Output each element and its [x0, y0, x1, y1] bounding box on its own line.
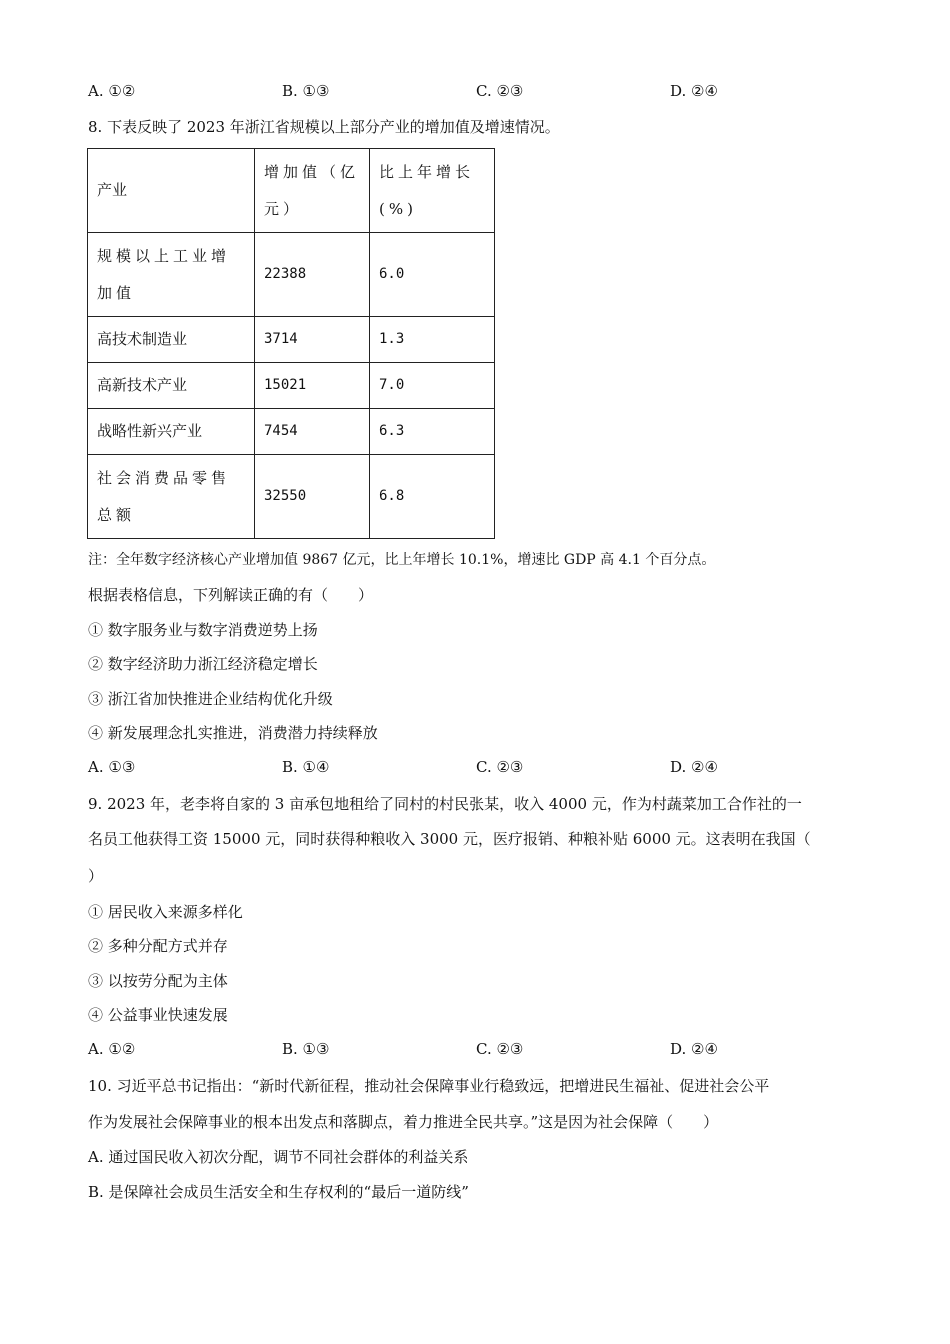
q8-options — [88, 757, 868, 777]
q8-option-c: C. ②③ — [476, 758, 524, 776]
q9-item-1: ① 居民收入来源多样化 — [88, 903, 243, 921]
q8-note: 注：全年数字经济核心产业增加值 9867 亿元，比上年增长 10.1%，增速比 GDP 高 4.1 个百分点。 — [88, 552, 716, 568]
q8-question: 根据表格信息，下列解读正确的有（ ） — [88, 586, 374, 604]
q9-stem-line-1: 9. 2023 年，老李将自家的 3 亩承包地租给了同村的村民张某，收入 4000 元，作为村蔬菜加工合作社的一 — [88, 795, 802, 813]
table-cell-growth: 1.3 — [370, 317, 495, 363]
q9-item-3: ③ 以按劳分配为主体 — [88, 972, 228, 990]
q7-options — [88, 81, 868, 101]
table-cell-industry: 战略性新兴产业 — [88, 409, 255, 455]
table-row — [88, 409, 495, 455]
q7-option-d: D. ②④ — [670, 82, 718, 100]
q9-options — [88, 1039, 868, 1059]
q9-stem-line-2: 名员工他获得工资 15000 元，同时获得种粮收入 3000 元，医疗报销、种粮补贴 6000 元。这表明在我国（ — [88, 830, 811, 848]
table-cell-industry: 高技术制造业 — [88, 317, 255, 363]
q8-item-1: ① 数字服务业与数字消费逆势上扬 — [88, 621, 318, 639]
q9-option-a: A. ①② — [88, 1040, 136, 1058]
table-header-growth: 比上年增长(%) — [370, 149, 495, 233]
q8-item-4: ④ 新发展理念扎实推进，消费潜力持续释放 — [88, 724, 378, 742]
q8-item-2: ② 数字经济助力浙江经济稳定增长 — [88, 655, 318, 673]
table-header-industry: 产业 — [88, 149, 255, 233]
q8-stem: 8. 下表反映了 2023 年浙江省规模以上部分产业的增加值及增速情况。 — [88, 118, 560, 136]
table-cell-industry: 规模以上工业增加值 — [88, 233, 255, 317]
industry-table — [87, 148, 495, 539]
q8-option-d: D. ②④ — [670, 758, 718, 776]
table-cell-value: 7454 — [255, 409, 370, 455]
q8-item-3: ③ 浙江省加快推进企业结构优化升级 — [88, 690, 333, 708]
q7-option-a: A. ①② — [88, 82, 136, 100]
q9-item-4: ④ 公益事业快速发展 — [88, 1006, 228, 1024]
table-cell-value: 15021 — [255, 363, 370, 409]
table-header-value: 增加值（亿元） — [255, 149, 370, 233]
table-cell-industry: 高新技术产业 — [88, 363, 255, 409]
table-row — [88, 317, 495, 363]
table-row — [88, 233, 495, 317]
q9-item-2: ② 多种分配方式并存 — [88, 937, 228, 955]
table-cell-growth: 6.8 — [370, 455, 495, 539]
q8-option-a: A. ①③ — [88, 758, 136, 776]
q9-stem-line-3: ） — [88, 867, 104, 885]
q7-option-b: B. ①③ — [282, 82, 330, 100]
table-header-row — [88, 149, 495, 233]
table-cell-industry: 社会消费品零售总额 — [88, 455, 255, 539]
q7-option-c: C. ②③ — [476, 82, 524, 100]
table-row — [88, 363, 495, 409]
table-cell-growth: 6.0 — [370, 233, 495, 317]
table-cell-growth: 6.3 — [370, 409, 495, 455]
q10-stem-line-1: 10. 习近平总书记指出：“新时代新征程，推动社会保障事业行稳致远，把增进民生福祉、促进社会公平 — [88, 1077, 770, 1095]
q9-option-b: B. ①③ — [282, 1040, 330, 1058]
table-cell-value: 32550 — [255, 455, 370, 539]
q9-option-c: C. ②③ — [476, 1040, 524, 1058]
table-row — [88, 455, 495, 539]
q10-stem-line-2: 作为发展社会保障事业的根本出发点和落脚点，着力推进全民共享。”这是因为社会保障（ ） — [88, 1113, 719, 1131]
q10-option-b: B. 是保障社会成员生活安全和生存权利的“最后一道防线” — [88, 1183, 469, 1201]
q8-option-b: B. ①④ — [282, 758, 330, 776]
table-cell-value: 22388 — [255, 233, 370, 317]
table-cell-value: 3714 — [255, 317, 370, 363]
q10-option-a: A. 通过国民收入初次分配，调节不同社会群体的利益关系 — [88, 1148, 469, 1166]
table-cell-growth: 7.0 — [370, 363, 495, 409]
q9-option-d: D. ②④ — [670, 1040, 718, 1058]
